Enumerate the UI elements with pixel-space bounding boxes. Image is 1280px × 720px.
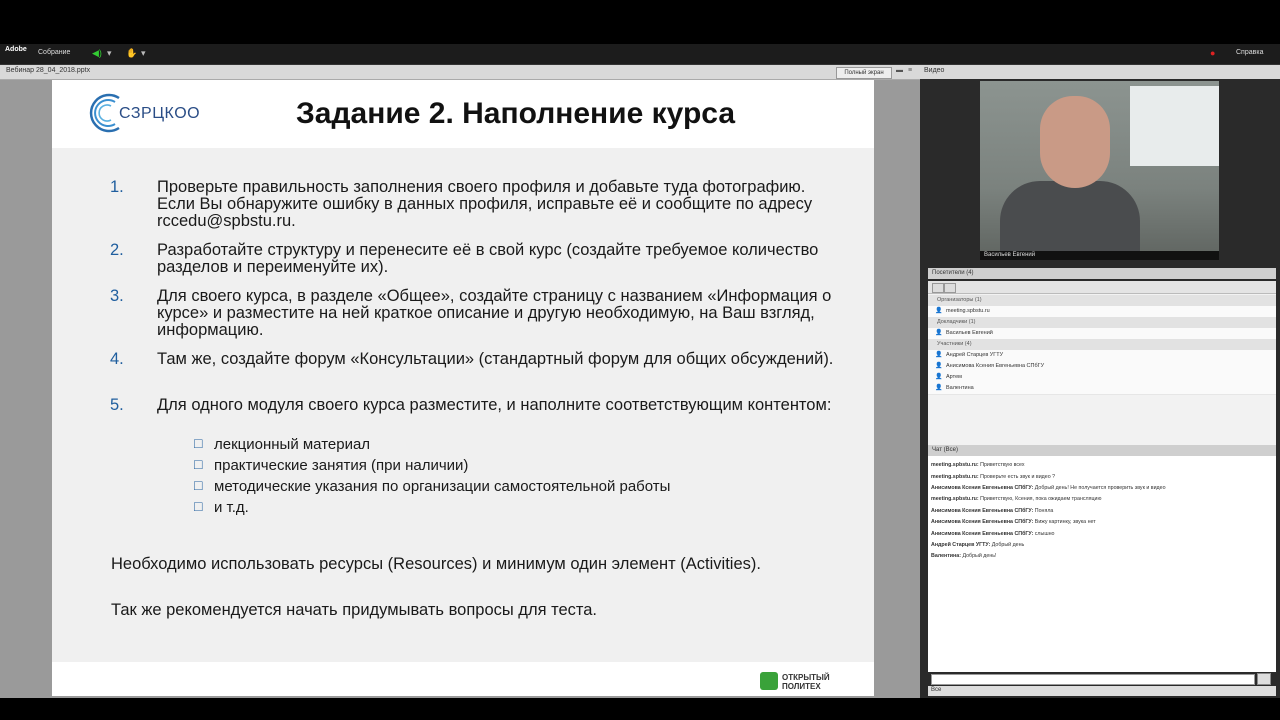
attendee-row[interactable]: 👤 Артем: [928, 372, 1276, 384]
checkbox-bullet-icon: □: [194, 477, 203, 493]
send-message-button[interactable]: [1257, 673, 1271, 685]
video-pod-title: Видео: [924, 67, 945, 74]
task-text: Разработайте структуру и перенесите её в свой курс (создайте требуемое количество разделов и переименуйте их).: [157, 241, 819, 276]
slide-header: [52, 80, 874, 148]
chat-pod-header: Чат (Все): [928, 445, 1276, 456]
task-number: 1.: [110, 178, 124, 196]
user-icon: 👤: [935, 352, 943, 358]
attendee-row[interactable]: 👤 Андрей Старцев УГТУ: [928, 350, 1276, 362]
org-logo-text: СЗРЦКОО: [119, 105, 201, 122]
note-test: Так же рекомендуется начать придумывать вопросы для теста.: [111, 601, 598, 619]
background-window: [1130, 86, 1219, 166]
adobe-logo: Adobe: [5, 46, 27, 53]
speaker-icon[interactable]: ◀): [92, 48, 102, 58]
pod-menu-icon[interactable]: ≡: [908, 67, 913, 74]
menu-help[interactable]: Справка: [1236, 49, 1264, 56]
checkbox-bullet-icon: □: [194, 435, 203, 451]
checkbox-bullet-icon: □: [194, 456, 203, 472]
raise-hand-icon[interactable]: ✋: [126, 48, 138, 58]
chat-message: Анисимова Ксения Евгеньевна СПбГУ: слышно: [931, 531, 1055, 537]
app-toolbar: [0, 44, 1280, 65]
task-number: 4.: [110, 350, 124, 368]
chat-message: meeting.spbstu.ru: Приветствую, Ксения, пока ожидаем трансляцию: [931, 496, 1102, 502]
attendee-group[interactable]: Докладчики (1): [928, 317, 1276, 328]
open-polytech-logo: ОТКРЫТЫЙ ПОЛИТЕХ: [760, 670, 834, 692]
chat-input[interactable]: [931, 674, 1255, 685]
video-caption: Васильев Евгений: [980, 251, 1219, 260]
minimize-icon[interactable]: ▬: [896, 67, 903, 74]
attendee-row[interactable]: 👤 Валентина: [928, 383, 1276, 395]
slide-body: 1. Проверьте правильность заполнения своего профиля и добавьте туда фотографию. Если Вы обнаружите ошибку в данных профиля, исправьте её и сообщите по адресу rccedu@spbstu.ru. 2. Разработайте структуру и перенесите её в свой курс (создайте требуемое количество разделов и переименуйте их). 3. Для своего курса, в разделе «Общее», создайте страницу с названием «Информация о курсе» и разместите на ней краткое описание и другую необходимую, на Ваш взгляд, информацию. 4. Там же, создайте форум «Консультации» (стандартный форум для общих обсуждений). 5. Для одного модуля своего курса разместите, и наполните соответствующим контентом: □ лекционный материал □ практические занятия (при наличии) □ методические указания по организации самостоятельной работы □ и т.д. Необходимо использовать ресурсы (Resources) и минимум один элемент (Activities). Так же рекомендуется начать придумывать вопросы для теста.: [52, 148, 874, 662]
task-number: 5.: [110, 396, 124, 414]
chat-message: Анисимова Ксения Евгеньевна СПбГУ: Вижу картинку, звука нет: [931, 519, 1096, 525]
chat-messages: [928, 456, 1276, 672]
webcam-video: [980, 81, 1219, 260]
user-icon: 👤: [935, 363, 943, 369]
chat-message: meeting.spbstu.ru: Проверьте есть звук и видео ?: [931, 474, 1056, 480]
note-resources: Необходимо использовать ресурсы (Resources) и минимум один элемент (Activities).: [111, 555, 761, 573]
presenter-head: [1040, 96, 1110, 188]
share-filename: Вебинар 28_04_2018.pptx: [6, 67, 91, 74]
attendees-pod-header: Посетители (4): [928, 268, 1276, 279]
attendees-list: [928, 281, 1276, 445]
attendee-group[interactable]: Организаторы (1): [928, 295, 1276, 306]
task-number: 3.: [110, 287, 124, 305]
video-pod-header: [920, 65, 1280, 79]
list-view-icon[interactable]: [932, 283, 944, 293]
chevron-down-icon[interactable]: ▾: [141, 48, 146, 58]
checkbox-bullet-icon: □: [194, 498, 203, 514]
user-icon: 👤: [935, 330, 943, 336]
task-text: Для одного модуля своего курса разместите, и наполните соответствующим контентом:: [157, 396, 832, 414]
menu-meeting[interactable]: Собрание: [38, 49, 71, 56]
chat-message: Андрей Старцев УГТУ: Добрый день: [931, 542, 1025, 548]
chevron-down-icon[interactable]: ▾: [107, 48, 112, 58]
attendee-row[interactable]: 👤 meeting.spbstu.ru: [928, 306, 1276, 318]
attendees-toolbar: [928, 281, 1276, 294]
attendee-row[interactable]: 👤 Васильев Евгений: [928, 328, 1276, 340]
attendee-row[interactable]: 👤 Анисимова Ксения Евгеньевна СПбГУ: [928, 361, 1276, 373]
task-text: Там же, создайте форум «Консультации» (стандартный форум для общих обсуждений).: [157, 350, 834, 368]
presentation-slide: [52, 80, 874, 696]
slide-footer: [52, 662, 874, 696]
polytech-logo-icon: [760, 672, 778, 690]
user-icon: 👤: [935, 308, 943, 314]
share-pod-header: [0, 65, 920, 80]
user-icon: 👤: [935, 374, 943, 380]
attendee-group[interactable]: Участники (4): [928, 339, 1276, 350]
slide-title: Задание 2. Наполнение курса: [296, 97, 735, 130]
task-text: Для своего курса, в разделе «Общее», создайте страницу с названием «Информация о курсе» и разместите на ней краткое описание и другую необходимую, на Ваш взгляд, информацию.: [157, 287, 832, 339]
chat-audience-selector[interactable]: Все: [928, 686, 1276, 696]
user-icon: 👤: [935, 385, 943, 391]
status-view-icon[interactable]: [944, 283, 956, 293]
task-number: 2.: [110, 241, 124, 259]
chat-message: Анисимова Ксения Евгеньевна СПбГУ: Добрый день! Не получается проверить звук и видео: [931, 485, 1166, 491]
presenter-body: [1000, 181, 1140, 260]
recording-icon: ●: [1210, 48, 1216, 58]
task-text: Проверьте правильность заполнения своего профиля и добавьте туда фотографию. Если Вы обнаружите ошибку в данных профиля, исправьте её и сообщите по адресу rccedu@spbstu.ru.: [157, 178, 813, 230]
chat-message: Валентина: Добрый день!: [931, 553, 997, 559]
chat-message: meeting.spbstu.ru: Приветствую всех: [931, 462, 1025, 468]
fullscreen-button[interactable]: Полный экран: [836, 67, 892, 79]
chat-message: Анисимова Ксения Евгеньевна СПбГУ: Поняла: [931, 508, 1054, 514]
